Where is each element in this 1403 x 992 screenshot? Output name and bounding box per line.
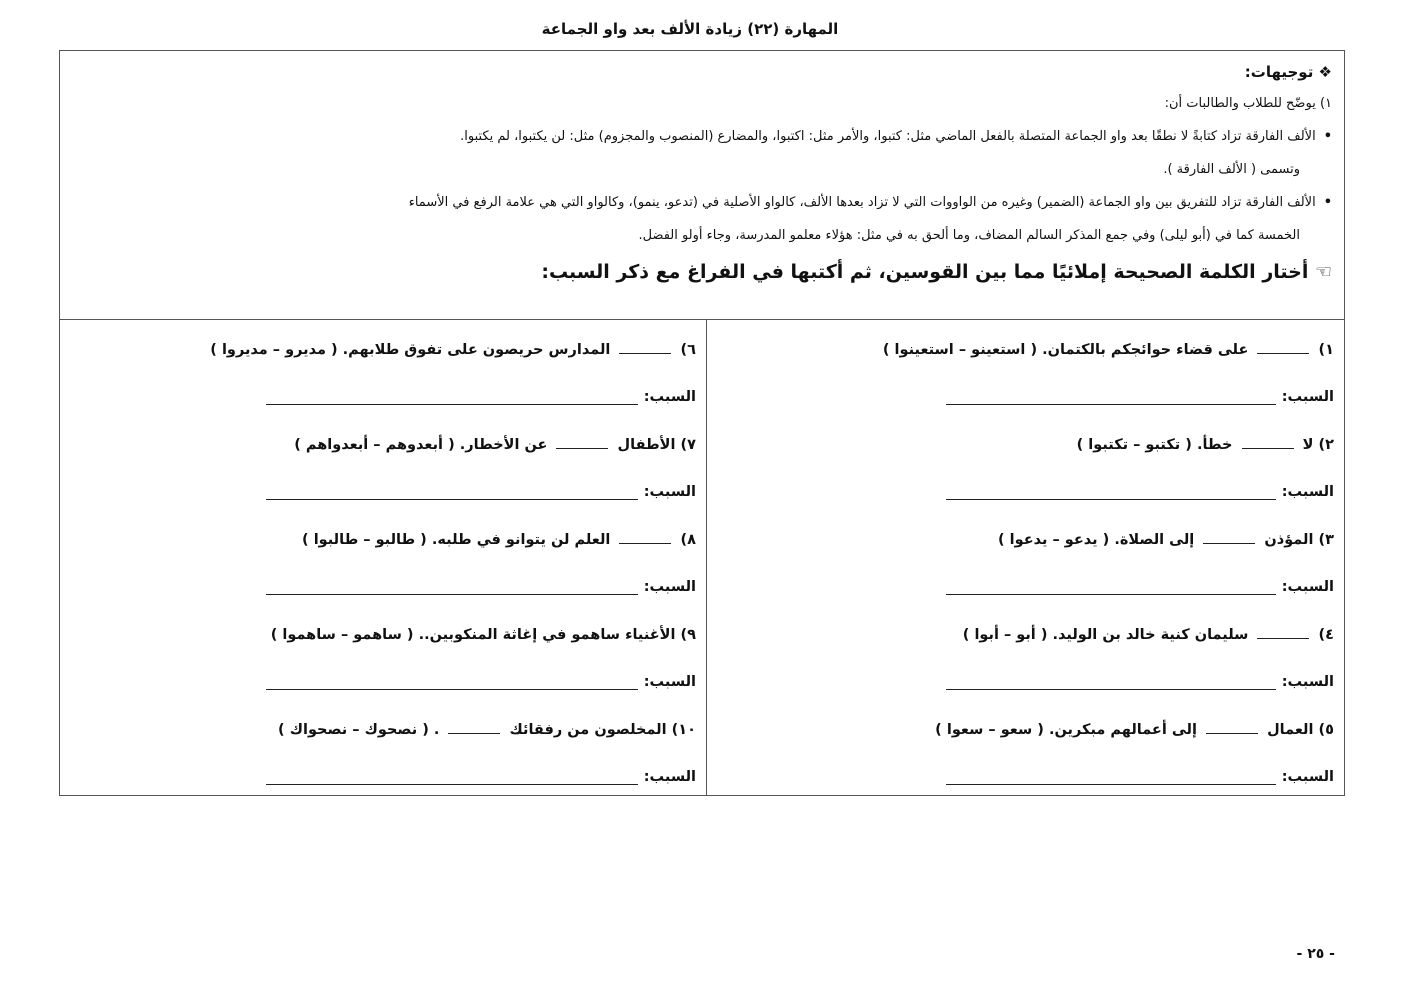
reason-label: السبب: — [1281, 769, 1334, 785]
question-after: العلم لن يتوانو في طلبه. — [431, 532, 611, 548]
question-after: سليمان كنية خالد بن الوليد. — [1052, 627, 1249, 643]
reason-row — [716, 754, 1334, 801]
answer-blank[interactable] — [1206, 719, 1258, 734]
bullet-1-line-2: وتسمى ( الألف الفارقة ). — [1163, 162, 1300, 177]
reason-row — [70, 659, 696, 706]
questions-right-column — [706, 320, 1344, 795]
reason-row — [70, 374, 696, 421]
guidelines-box — [60, 51, 1344, 320]
reason-blank[interactable] — [266, 485, 638, 500]
question-6 — [70, 326, 696, 374]
bullet-2-line-2: الخمسة كما في (أبو ليلى) وفي جمع المذكر السالم المضاف، وما ألحق به في مثل: هؤلاء معلمو المدرسة، وجاء أولو الفضل. — [638, 228, 1300, 243]
page-number: - ٢٥ - — [1296, 946, 1335, 962]
question-after: المدارس حريصون على تفوق طلابهم. — [342, 342, 611, 358]
reason-label: السبب: — [643, 674, 696, 690]
question-after: عن الأخطار. — [459, 437, 548, 453]
reason-label: السبب: — [643, 484, 696, 500]
page-title: المهارة (٢٢) زيادة الألف بعد واو الجماعة — [541, 20, 839, 38]
answer-blank[interactable] — [1203, 529, 1255, 544]
guidelines-bullet-2 — [72, 186, 1332, 219]
question-4 — [716, 611, 1334, 659]
questions-grid — [60, 320, 1344, 795]
question-number: ٢) — [1318, 437, 1334, 453]
task-instruction: ☜ أختار الكلمة الصحيحة إملائيًا مما بين القوسين، ثم أكتبها في الفراغ مع ذكر السبب: — [541, 261, 1332, 283]
question-options: ( تكتبو – تكتبوا ) — [1076, 437, 1192, 453]
question-number: ٤) — [1318, 627, 1334, 643]
question-before: لا — [1302, 437, 1314, 453]
question-10 — [70, 706, 696, 754]
reason-label: السبب: — [1281, 674, 1334, 690]
answer-blank[interactable] — [1242, 434, 1294, 449]
question-number: ٩) — [680, 627, 696, 643]
reason-blank[interactable] — [266, 675, 638, 690]
answer-blank[interactable] — [448, 719, 500, 734]
guidelines-bullet-1 — [72, 120, 1332, 153]
question-number: ١٠) — [671, 722, 696, 738]
question-before: المخلصون من رفقائك — [509, 722, 667, 738]
question-number: ٧) — [680, 437, 696, 453]
guidelines-heading: ❖ توجيهات: — [1244, 63, 1332, 81]
answer-blank[interactable] — [1257, 339, 1309, 354]
question-options: ( ساهمو – ساهموا ) — [270, 627, 414, 643]
question-after: على قضاء حوائجكم بالكتمان. — [1042, 342, 1249, 358]
questions-left-column — [60, 320, 706, 795]
reason-row — [716, 659, 1334, 706]
reason-row — [70, 469, 696, 516]
answer-blank[interactable] — [556, 434, 608, 449]
question-options: ( نصحوك – نصحواك ) — [278, 722, 429, 738]
question-8 — [70, 516, 696, 564]
question-2 — [716, 421, 1334, 469]
question-options: ( يدعو – يدعوا ) — [997, 532, 1110, 548]
bullet-2-line-1: الألف الفارقة تزاد للتفريق بين واو الجماعة (الضمير) وغيره من الواووات التي لا تزاد بعدها الألف، كالواو الأصلية في (تدعو، ينمو)، وكالواو التي هي علامة الرفع في الأسماء — [408, 195, 1316, 210]
reason-label: السبب: — [1281, 389, 1334, 405]
answer-blank[interactable] — [619, 529, 671, 544]
reason-blank[interactable] — [946, 675, 1276, 690]
question-number: ١) — [1318, 342, 1334, 358]
answer-blank[interactable] — [1257, 624, 1309, 639]
question-options: ( سعو – سعوا ) — [935, 722, 1044, 738]
question-7 — [70, 421, 696, 469]
reason-blank[interactable] — [946, 770, 1276, 785]
question-number: ٨) — [680, 532, 696, 548]
reason-label: السبب: — [643, 389, 696, 405]
question-after: إلى الصلاة. — [1114, 532, 1195, 548]
question-options: ( أبو – أبوا ) — [962, 627, 1048, 643]
reason-blank[interactable] — [266, 580, 638, 595]
reason-row — [716, 374, 1334, 421]
reason-label: السبب: — [1281, 484, 1334, 500]
question-before: الأطفال — [617, 437, 676, 453]
reason-blank[interactable] — [266, 390, 638, 405]
question-1 — [716, 326, 1334, 374]
reason-row — [70, 754, 696, 801]
answer-blank[interactable] — [619, 339, 671, 354]
question-5 — [716, 706, 1334, 754]
reason-label: السبب: — [643, 579, 696, 595]
question-3 — [716, 516, 1334, 564]
reason-blank[interactable] — [946, 485, 1276, 500]
bullet-1-line-1: الألف الفارقة تزاد كتابةً لا نطقًا بعد واو الجماعة المتصلة بالفعل الماضي مثل: كتبوا، والأمر مثل: اكتبوا، والمضارع (المنصوب والمجزوم) مثل: لن يكتبوا، لم يكتبوا. — [460, 129, 1316, 144]
question-options: ( استعينو – استعينوا ) — [882, 342, 1038, 358]
question-options: ( طالبو – طالبوا ) — [302, 532, 427, 548]
question-after: إلى أعمالهم مبكرين. — [1048, 722, 1197, 738]
question-number: ٦) — [680, 342, 696, 358]
question-before: الأغنياء ساهمو في إغاثة المنكوبين.. — [418, 627, 676, 643]
question-9 — [70, 611, 696, 659]
question-number: ٣) — [1318, 532, 1334, 548]
reason-label: السبب: — [1281, 579, 1334, 595]
question-after: . — [433, 722, 440, 738]
reason-row — [70, 564, 696, 611]
reason-blank[interactable] — [946, 580, 1276, 595]
reason-blank[interactable] — [266, 770, 638, 785]
reason-row — [716, 469, 1334, 516]
question-number: ٥) — [1318, 722, 1334, 738]
question-before: المؤذن — [1264, 532, 1314, 548]
worksheet — [59, 50, 1345, 796]
reason-row — [716, 564, 1334, 611]
question-before: العمال — [1267, 722, 1314, 738]
question-options: ( مديرو – مديروا ) — [210, 342, 338, 358]
guidelines-intro: ١) يوضّح للطلاب والطالبات أن: — [1164, 96, 1332, 111]
reason-label: السبب: — [643, 769, 696, 785]
reason-blank[interactable] — [946, 390, 1276, 405]
question-options: ( أبعدوهم – أبعدواهم ) — [294, 437, 455, 453]
question-after: خطأ. — [1196, 437, 1233, 453]
